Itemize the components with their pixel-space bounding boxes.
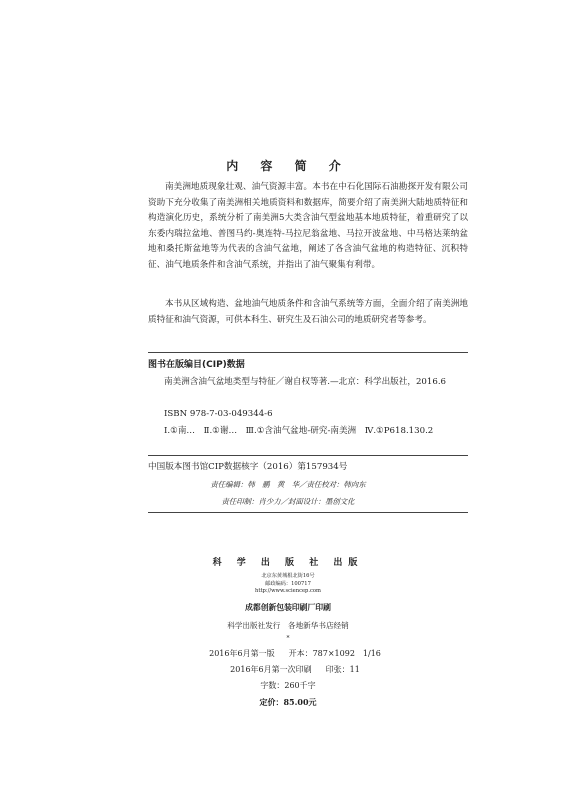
credits-bottom-rule (148, 512, 468, 513)
edition-line (0, 646, 576, 662)
cip-isbn: ISBN 978-7-03-049344-6 (164, 409, 273, 419)
publisher-name: 科 学 出 版 社 出版 (212, 558, 364, 568)
cip-title-line: 南美洲含油气盆地类型与特征／谢自权等著.—北京：科学出版社，2016.6 (164, 377, 447, 387)
cip-top-rule (148, 352, 468, 353)
printing-line (0, 662, 576, 678)
publisher-address: 北京东黄城根北街16号 (261, 573, 315, 579)
publisher-website: http://www.sciencep.com (255, 588, 321, 595)
edition: 2016年6月第一版 (209, 649, 275, 658)
summary-title: 内 容 简 介 (226, 159, 350, 173)
printing: 2016年6月第一次印刷 (230, 665, 312, 674)
price: 定价：85.00元 (259, 697, 317, 707)
credits-production: 责任印制：肖少力／封面设计：墨创文化 (221, 497, 355, 506)
summary-paragraph-2: 本书从区域构造、盆地油气地质条件和含油气系统等方面，全面介绍了南美洲地质特征和油气资源，可供本科生、研究生及石油公司的地质研究者等参考。 (148, 299, 468, 325)
credits-editors: 责任编辑：韩 鹏 黄 华／责任校对：韩向东 (210, 480, 366, 489)
distribution-line: 科学出版社发行 各地新华书店经销 (227, 621, 349, 630)
format: 开本：787×1092 1/16 (288, 649, 381, 658)
publisher-postcode: 邮政编码：100717 (265, 580, 311, 587)
publisher-address-block (0, 573, 576, 596)
separator-star: * (286, 635, 290, 642)
cip-middle-rule (148, 455, 468, 456)
sheets: 印张：11 (325, 665, 360, 674)
cip-classification: Ⅰ.①南… Ⅱ.①谢… Ⅲ.①含油气盆地-研究-南美洲 Ⅳ.①P618.130.2 (164, 426, 434, 436)
summary-paragraph-1: 南美洲地质现象壮观、油气资源丰富。本书在中石化国际石油勘探开发有限公司资助下充分收集了南美洲相关地质资料和数据库，简要介绍了南美洲大陆地质特征和构造演化历史，系统分析了南美洲5大类含油气型盆地基本地质特征，着重研究了以东委内瑞拉盆地、普图马约-奥连特-马拉尼翁盆地、马拉开波盆地、中马格达莱纳盆地和桑托斯盆地等为代表的含油气盆地，阐述了各含油气盆地的构造特征、沉积特征、油气地质条件和含油气系统，并指出了油气聚集有利带。 (148, 182, 468, 270)
printer-name: 成都创新包装印刷厂印刷 (245, 603, 331, 612)
cip-heading: 图书在版编目(CIP)数据 (148, 360, 245, 370)
cip-record-number: 中国版本图书馆CIP数据核字（2016）第157934号 (148, 462, 348, 472)
word-count: 字数：260千字 (260, 681, 316, 690)
